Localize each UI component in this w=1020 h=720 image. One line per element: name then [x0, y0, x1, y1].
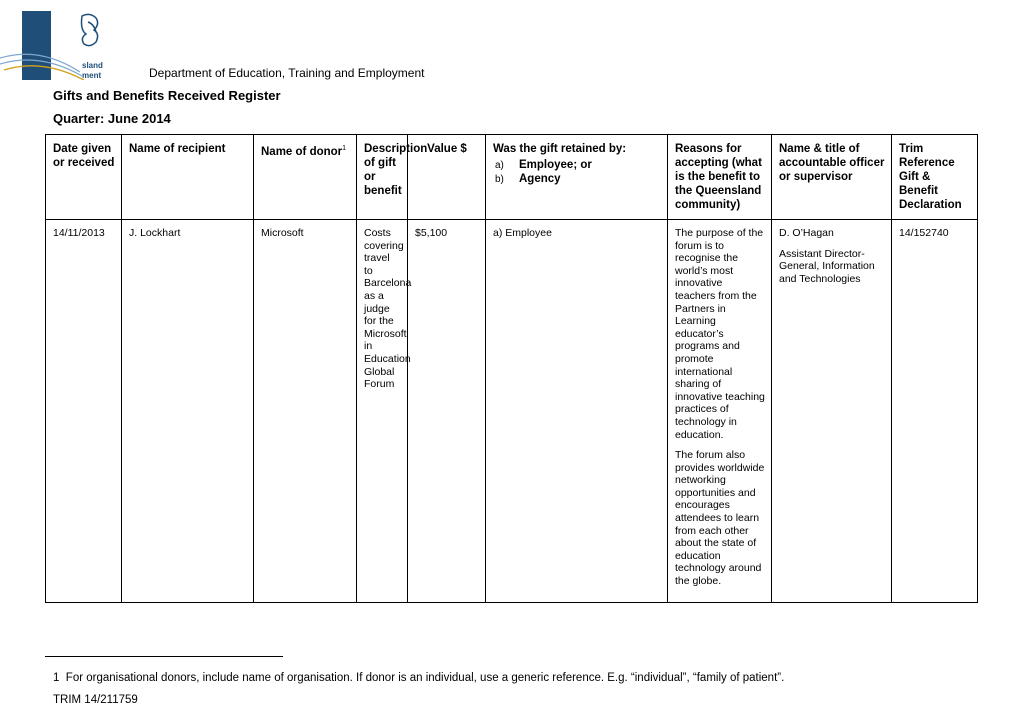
cell-value: $5,100 — [408, 220, 486, 603]
header-retained — [486, 135, 668, 220]
footnote-marker: 1 — [53, 672, 60, 684]
cell-description: Costs covering travel to Barcelona as a judge for the Microsoft in Education Global Forum — [357, 220, 408, 603]
cell-date: 14/11/2013 — [46, 220, 122, 603]
header-reasons: Reasons for accepting (what is the benefit to the Queensland community) — [668, 135, 772, 220]
cell-recipient: J. Lockhart — [122, 220, 254, 603]
officer-name: D. O’Hagan — [779, 227, 834, 239]
header-recipient: Name of recipient — [122, 135, 254, 220]
footnote — [53, 672, 784, 684]
header-trim: Trim Reference Gift & Benefit Declaration — [892, 135, 978, 220]
officer-title: Assistant Director-General, Information and Technologies — [779, 247, 875, 285]
page-title: Gifts and Benefits Received Register — [53, 88, 281, 103]
quarter-label: Quarter: June 2014 — [53, 111, 171, 126]
cell-donor: Microsoft — [254, 220, 357, 603]
header-donor — [254, 135, 357, 220]
trim-reference: TRIM 14/211759 — [53, 694, 138, 706]
cell-reasons — [668, 220, 772, 603]
gifts-register-table — [45, 134, 978, 603]
queensland-government-logo — [0, 8, 120, 80]
header-donor-label: Name of donor — [261, 145, 343, 158]
header-officer: Name & title of accountable officer or supervisor — [772, 135, 892, 220]
retained-option: b) Agency — [495, 173, 561, 185]
svg-text:sland: sland — [82, 61, 103, 70]
retained-options-list — [493, 158, 661, 186]
department-name: Department of Education, Training and Employment — [149, 66, 425, 80]
header-value: Value $ — [408, 135, 486, 220]
header-retained-label: Was the gift retained by: — [493, 143, 627, 155]
cell-retained: a) Employee — [486, 220, 668, 603]
footnote-text: For organisational donors, include name of organisation. If donor is an individual, use a generic reference. E.g. “individual”, “family of patient”. — [65, 672, 785, 684]
table-row — [46, 220, 978, 603]
header-date: Date given or received — [46, 135, 122, 220]
retained-option: a) Employee; or — [495, 159, 592, 171]
footnote-ref: 1 — [342, 145, 347, 152]
header-description: Description of gift or benefit — [357, 135, 408, 220]
reasons-paragraph: The purpose of the forum is to recognise the world’s most innovative teachers from the Partners in Learning educator’s programs and promote international sharing of innovative teaching practices of technology in education. — [675, 227, 765, 441]
reasons-paragraph: The forum also provides worldwide networking opportunities and encourages attendees to learn from each other about the state of education technology around the globe. — [675, 449, 765, 588]
svg-text:ment: ment — [82, 71, 102, 80]
table-header-row — [46, 135, 978, 220]
footnote-divider — [45, 656, 283, 657]
cell-trim: 14/152740 — [892, 220, 978, 603]
cell-officer — [772, 220, 892, 603]
